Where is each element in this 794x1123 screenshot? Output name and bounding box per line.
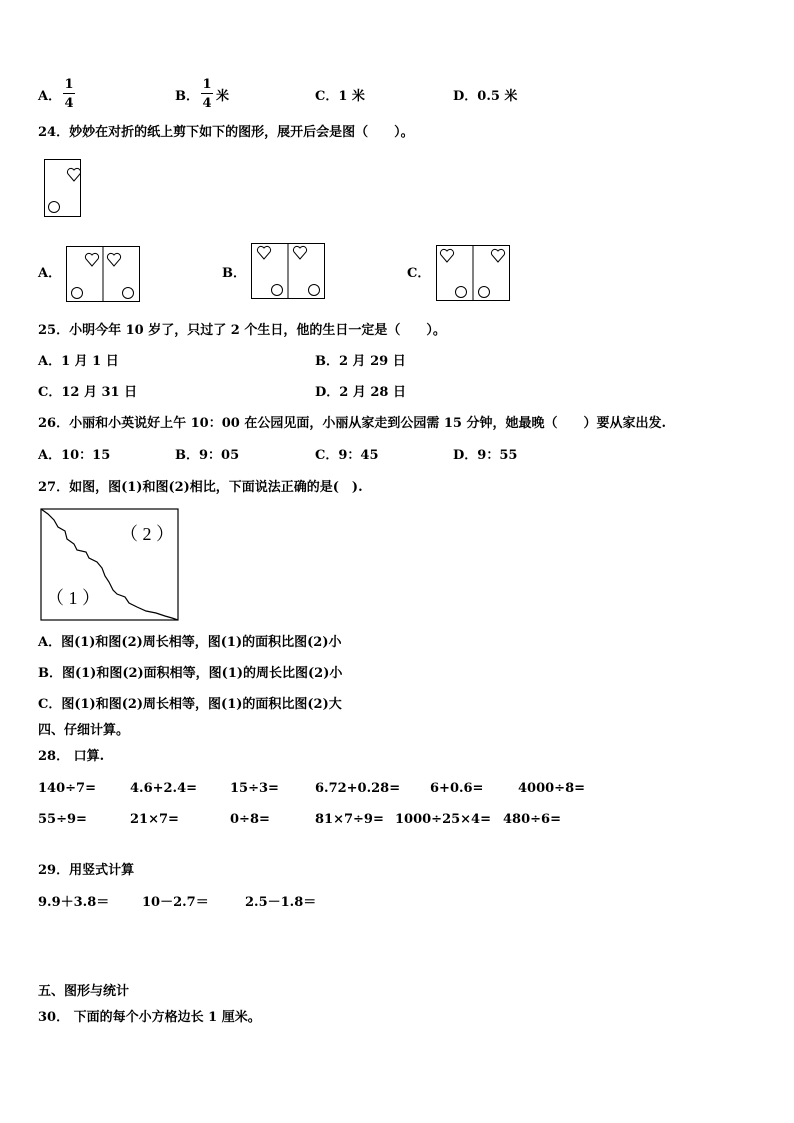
- q27-option-b: B．图(1)和图(2)面积相等，图(1)的周长比图(2)小: [38, 666, 343, 681]
- q25-option-d: D．2 月 28 日: [315, 385, 406, 400]
- q28-r2-c1: 55÷9=: [38, 812, 87, 827]
- circle-shape: [72, 288, 83, 299]
- heart-shape: [440, 249, 453, 262]
- q26-option-a: A．10：15: [38, 448, 111, 463]
- q24-option-b-figure: [251, 243, 326, 300]
- q28-stem: 28． 口算.: [38, 749, 105, 764]
- q28-r2-c3: 0÷8=: [230, 812, 270, 827]
- q28-r1-c3: 15÷3=: [230, 781, 279, 796]
- q25-stem: 25．小明今年 10 岁了，只过了 2 个生日，他的生日一定是（ ）。: [38, 323, 446, 338]
- q26-option-b: B．9：05: [175, 448, 240, 463]
- q27-stem: 27．如图，图(1)和图(2)相比，下面说法正确的是( ).: [38, 480, 363, 495]
- heart-shape: [85, 253, 98, 266]
- q26-option-c: C．9：45: [315, 448, 379, 463]
- region-2-label: （ 2 ）: [120, 524, 174, 544]
- q25-option-c: C．12 月 31 日: [38, 385, 138, 400]
- q30-stem: 30． 下面的每个小方格边长 1 厘米。: [38, 1010, 261, 1025]
- q29-stem: 29．用竖式计算: [38, 863, 135, 878]
- q23-b-denominator: 4: [202, 96, 212, 111]
- q28-r1-c6: 4000÷8=: [518, 781, 586, 796]
- q26-option-d: D．9：55: [453, 448, 518, 463]
- q28-r1-c1: 140÷7=: [38, 781, 96, 796]
- heart-shape: [293, 246, 306, 259]
- circle-shape: [49, 202, 60, 213]
- circle-shape: [479, 287, 490, 298]
- heart-shape: [67, 168, 80, 181]
- q23-b-numerator: 1: [202, 77, 212, 92]
- q28-r2-c5: 1000÷25×4=: [395, 812, 491, 827]
- q23-option-b-label: B．: [175, 89, 199, 104]
- q26-stem: 26．小丽和小英说好上午 10：00 在公园见面，小丽从家走到公园需 15 分钟，她最晚（ ）要从家出发.: [38, 416, 666, 431]
- q27-figure: [40, 508, 180, 622]
- q28-r2-c6: 480÷6=: [503, 812, 561, 827]
- q27-option-c: C．图(1)和图(2)周长相等，图(1)的面积比图(2)大: [38, 697, 342, 712]
- q27-option-a: A．图(1)和图(2)周长相等，图(1)的面积比图(2)小: [38, 635, 342, 650]
- heart-shape: [491, 249, 504, 262]
- heart-shape: [257, 246, 270, 259]
- section-5-heading: 五、图形与统计: [38, 984, 130, 999]
- q29-item-2: 10－2.7＝: [142, 895, 209, 910]
- q24-option-c-figure: [436, 245, 511, 302]
- q23-a-denominator: 4: [64, 96, 74, 111]
- circle-shape: [272, 285, 283, 296]
- region-1-label: （ 1 ）: [46, 588, 100, 608]
- q28-r2-c4: 81×7÷9=: [315, 812, 384, 827]
- q24-option-a-figure: [66, 246, 141, 303]
- q28-r1-c4: 6.72+0.28=: [315, 781, 401, 796]
- q24-option-b-label: B．: [222, 266, 246, 281]
- q23-option-b-unit: 米: [216, 89, 230, 104]
- q23-option-c: C．1 米: [315, 89, 365, 104]
- q23-option-a-fraction: [63, 78, 75, 110]
- section-4-heading: 四、仔细计算。: [38, 723, 130, 738]
- heart-shape: [107, 253, 120, 266]
- q23-option-d: D．0.5 米: [453, 89, 518, 104]
- q28-r1-c2: 4.6+2.4=: [130, 781, 198, 796]
- q25-option-b: B．2 月 29 日: [315, 354, 406, 369]
- q23-option-b-fraction: [201, 78, 213, 110]
- q24-folded-paper-figure: [44, 159, 82, 218]
- q24-option-c-label: C．: [407, 266, 431, 281]
- q24-stem: 24．妙妙在对折的纸上剪下如下的图形，展开后会是图（ ）。: [38, 125, 414, 140]
- q25-option-a: A．1 月 1 日: [38, 354, 119, 369]
- q29-item-1: 9.9＋3.8＝: [38, 895, 110, 910]
- circle-shape: [456, 287, 467, 298]
- circle-shape: [309, 285, 320, 296]
- q28-r1-c5: 6+0.6=: [430, 781, 484, 796]
- q24-option-a-label: A．: [38, 266, 62, 281]
- q28-r2-c2: 21×7=: [130, 812, 179, 827]
- q23-option-a-label: A．: [38, 89, 62, 104]
- q23-a-numerator: 1: [64, 77, 74, 92]
- circle-shape: [123, 288, 134, 299]
- q29-item-3: 2.5－1.8＝: [245, 895, 317, 910]
